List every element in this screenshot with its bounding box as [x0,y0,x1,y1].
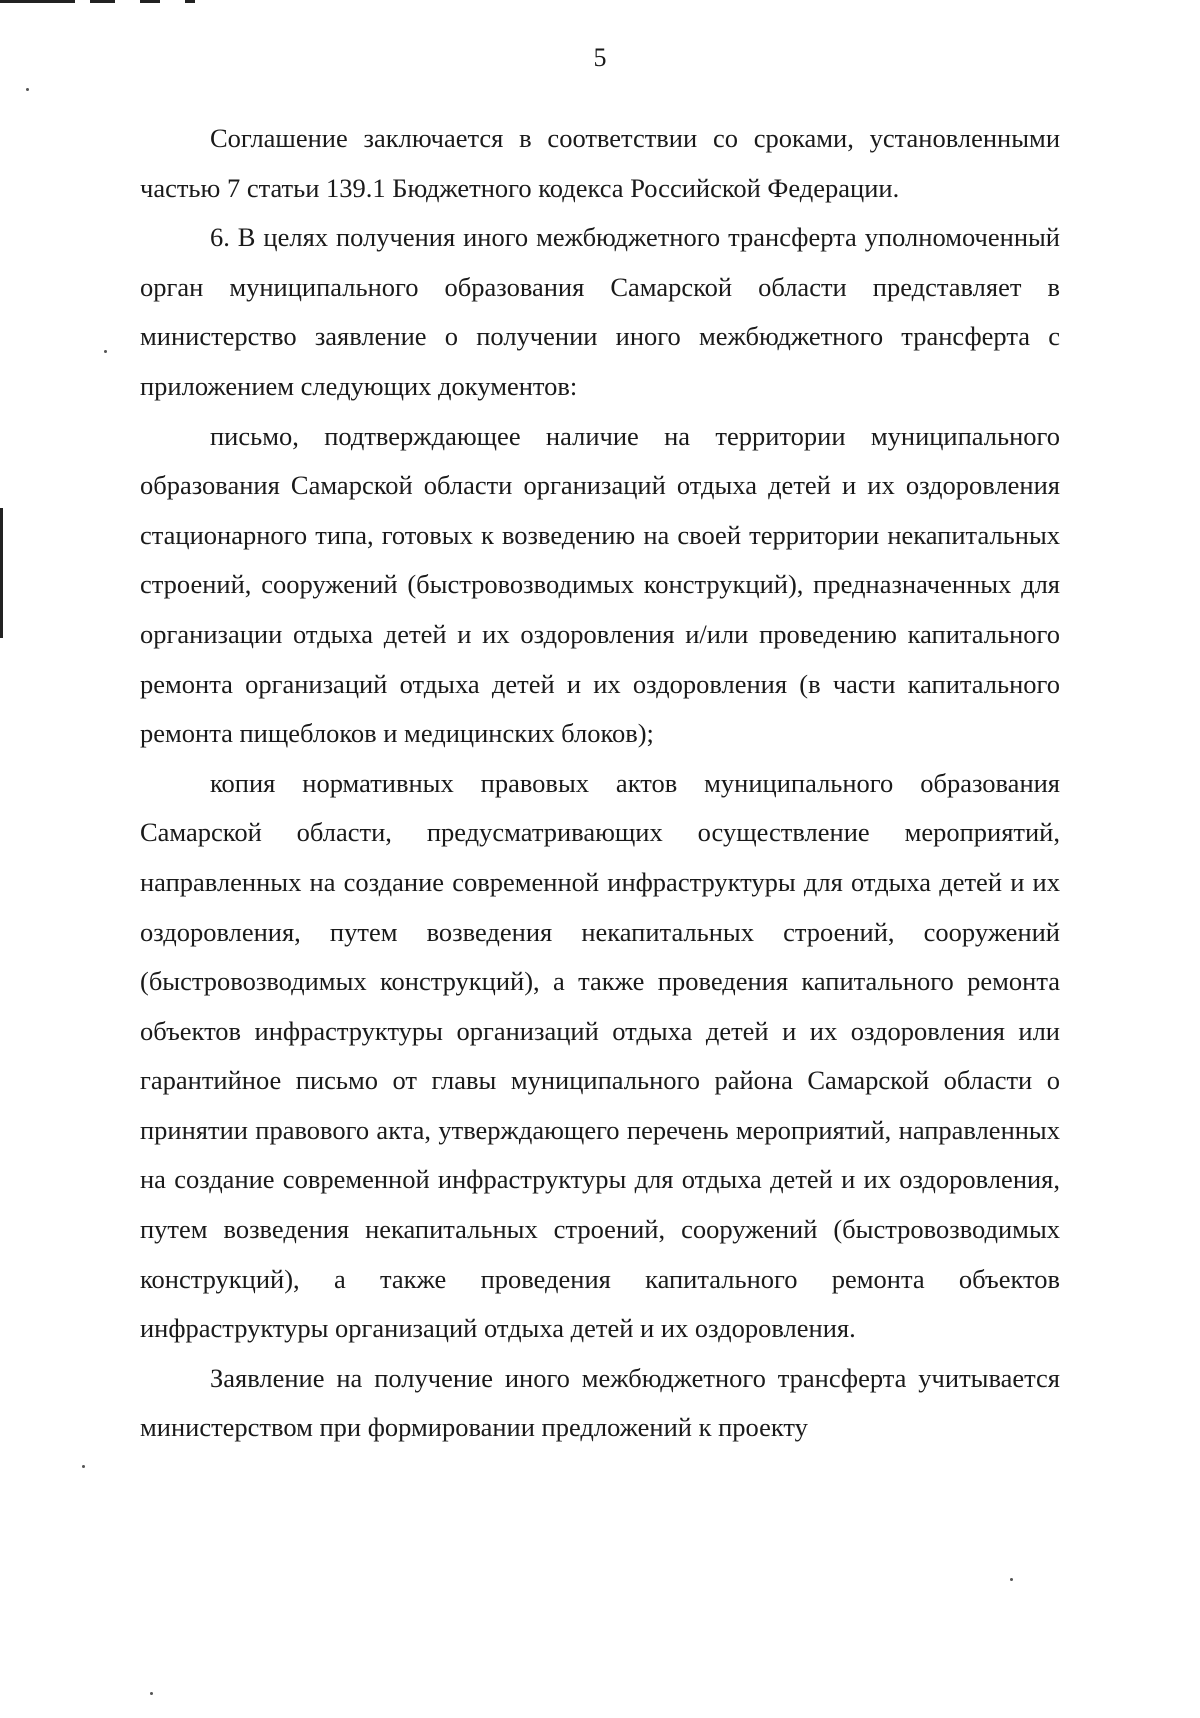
scan-speck [150,1692,153,1695]
scan-speck [104,350,107,353]
scan-speck [1010,1578,1013,1581]
page-number: 5 [593,43,607,72]
paragraph-application-consideration: Заявление на получение иного межбюджетного трансферта учитывается министерством при формировании предложений к проекту [140,1362,1060,1443]
scan-edge-mark-top [0,0,75,3]
paragraph-letter-confirmation: письмо, подтверждающее наличие на территории муниципального образования Самарской области организаций отдыха детей и их оздоровления стационарного типа, готовых к возведению на своей территории некапитальных строений, сооружений (быстровозводимых конструкций), предназначенных для организации отдыха детей и их оздоровления и/или проведению капитального ремонта организаций отдыха детей и их оздоровления (в части капитального ремонта пищеблоков и медицинских блоков); [140,420,1060,749]
scan-speck [82,1465,85,1468]
scan-speck [26,88,29,91]
scan-edge-mark-top-2 [90,0,115,3]
document-body [140,114,1060,1453]
scan-edge-mark-top-3 [140,0,160,3]
paragraph-item-6: 6. В целях получения иного межбюджетного трансферта уполномоченный орган муниципального образования Самарской области представляет в министерство заявление о получении иного межбюджетного трансферта с приложением следующих документов: [140,222,1060,401]
scan-edge-mark-top-4 [185,0,195,3]
paragraph-normative-acts-copy: копия нормативных правовых актов муниципального образования Самарской области, предусматривающих осуществление мероприятий, направленных на создание современной инфраструктуры для отдыха детей и их оздоровления, путем возведения некапитальных строений, сооружений (быстровозводимых конструкций), а также проведения капитального ремонта объектов инфраструктуры организаций отдыха детей и их оздоровления или гарантийное письмо от главы муниципального района Самарской области о принятии правового акта, утверждающего перечень мероприятий, направленных на создание современной инфраструктуры для отдыха детей и их оздоровления, путем возведения некапитальных строений, сооружений (быстровозводимых конструкций), а также проведения капитального ремонта объектов инфраструктуры организаций отдыха детей и их оздоровления. [140,767,1060,1344]
paragraph-agreement-deadlines: Соглашение заключается в соответствии со сроками, установленными частью 7 статьи 139.1 Бюджетного кодекса Российской Федерации. [140,123,1060,203]
scan-edge-mark-left [0,508,3,638]
